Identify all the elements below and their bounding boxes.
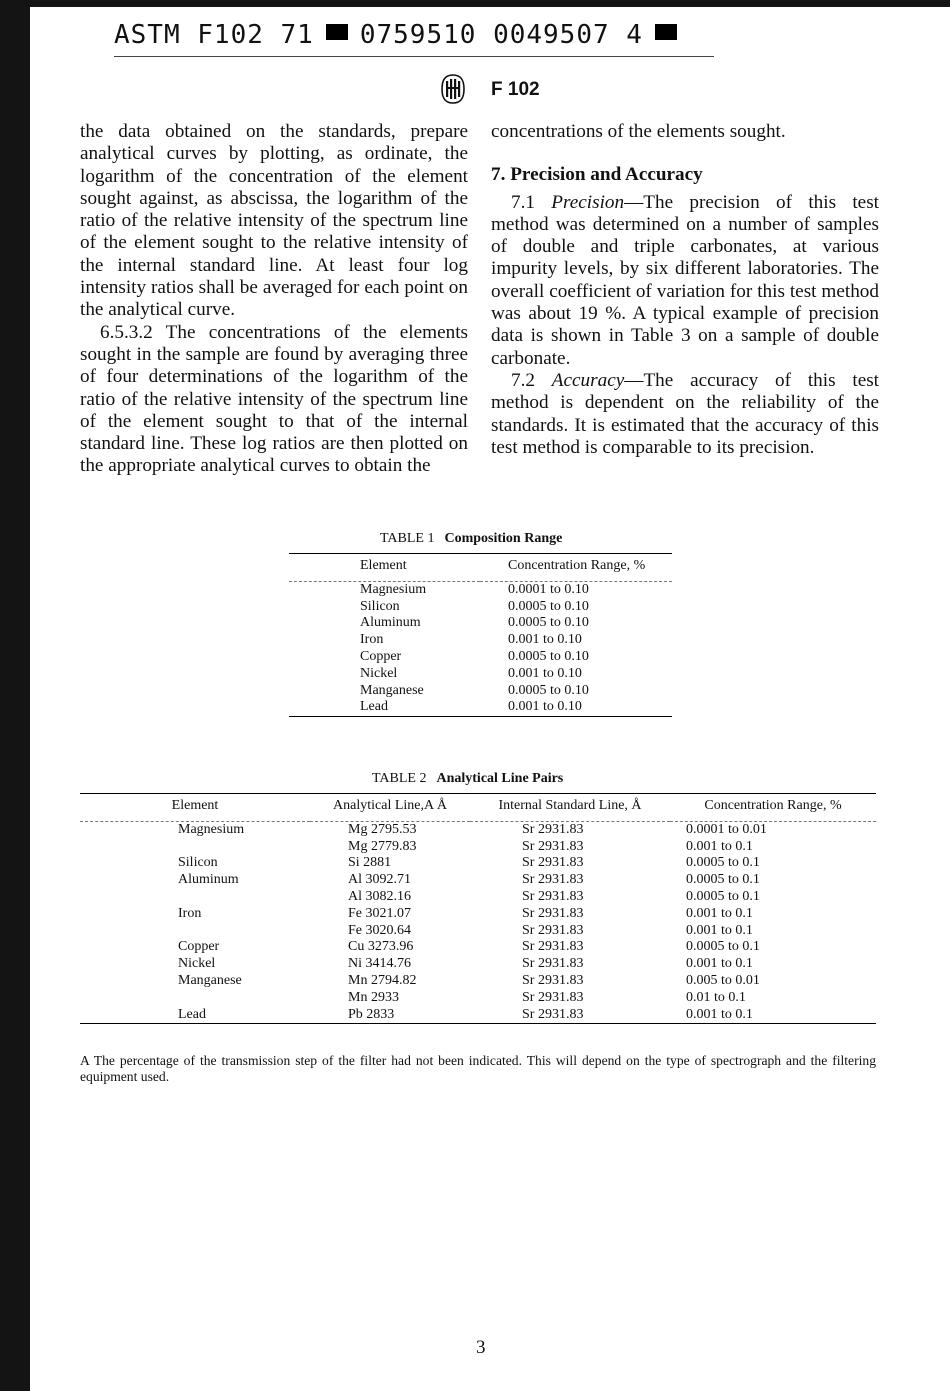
table-cell: Lead <box>360 699 388 715</box>
table-cell: 0.001 to 0.10 <box>508 632 582 648</box>
table-row <box>80 855 876 872</box>
left-column <box>80 121 468 478</box>
table-cell: Sr 2931.83 <box>522 956 584 972</box>
table1-title <box>380 531 562 547</box>
table-header-row <box>289 554 672 582</box>
precision-text: —The precision of this test method was determined on a number of samples of double and triple carbonates, at various impurity levels, by six different laboratories. The overall coefficient of variation for this test method was about 19 %. A typical example of precision data is shown in Table 3 on a sample of double carbonate. <box>491 191 879 369</box>
table-cell: Ni 3414.76 <box>348 956 411 972</box>
table-cell: Sr 2931.83 <box>522 838 584 854</box>
table-cell: Fe 3020.64 <box>348 922 411 938</box>
accuracy-term: Accuracy <box>551 369 625 391</box>
table2-caption: Analytical Line Pairs <box>436 771 564 786</box>
table2-footnote: A The percentage of the transmission step of the filter had not been indicated. This will depend on the type of spectrograph and the filtering equipment used. <box>80 1053 876 1084</box>
table-cell: 0.001 to 0.1 <box>686 905 753 921</box>
table-cell: Aluminum <box>360 615 421 631</box>
table-cell: Copper <box>360 648 402 664</box>
table-cell: Mg 2779.83 <box>348 838 417 854</box>
table-cell: Cu 3273.96 <box>348 939 414 955</box>
table-row <box>80 973 876 990</box>
table-cell: 0.0005 to 0.10 <box>508 615 589 631</box>
table-row <box>289 699 672 716</box>
table2-title <box>372 771 563 787</box>
table-cell: 0.0005 to 0.10 <box>508 648 589 664</box>
table-row <box>80 872 876 889</box>
table-row <box>80 839 876 856</box>
table-cell: Mn 2794.82 <box>348 972 417 988</box>
table-cell: Pb 2833 <box>348 1006 395 1022</box>
table-cell: Lead <box>178 1006 206 1022</box>
table-cell: 0.01 to 0.1 <box>686 989 746 1005</box>
table-cell: Sr 2931.83 <box>522 1006 584 1022</box>
table-cell: Magnesium <box>360 581 427 597</box>
table-row <box>80 889 876 906</box>
paragraph-continued-right: concentrations of the elements sought. <box>491 121 786 142</box>
table-cell: Al 3082.16 <box>348 888 411 904</box>
table-cell: Nickel <box>360 665 398 681</box>
analytical-line-pairs-table <box>80 793 876 1024</box>
table-cell: Sr 2931.83 <box>522 922 584 938</box>
designation: F 102 <box>491 79 540 100</box>
table-cell: 0.0001 to 0.01 <box>686 821 767 837</box>
table-cell: 0.005 to 0.01 <box>686 972 760 988</box>
table-cell: Sr 2931.83 <box>522 821 584 837</box>
running-header <box>114 20 714 57</box>
table-cell: Mg 2795.53 <box>348 821 417 837</box>
table-cell: Sr 2931.83 <box>522 855 584 871</box>
table-row <box>80 906 876 923</box>
table-cell: 0.001 to 0.10 <box>508 665 582 681</box>
accuracy-number: 7.2 <box>511 369 535 391</box>
standard-code: ASTM F102 71 <box>114 20 314 50</box>
table-cell: Sr 2931.83 <box>522 888 584 904</box>
table-cell: Sr 2931.83 <box>522 872 584 888</box>
column-header-concentration: Concentration Range, % <box>670 794 876 822</box>
column-header-element: Element <box>80 794 310 822</box>
table-cell: Sr 2931.83 <box>522 939 584 955</box>
table-cell: Mn 2933 <box>348 989 399 1005</box>
precision-number: 7.1 <box>511 191 535 213</box>
table-cell: 0.0005 to 0.1 <box>686 888 760 904</box>
astm-logo-icon <box>441 74 465 104</box>
table-cell: 0.0001 to 0.10 <box>508 581 589 597</box>
table-cell: Fe 3021.07 <box>348 905 411 921</box>
table-row <box>289 581 672 598</box>
table-cell <box>80 990 310 1007</box>
table-cell: Silicon <box>360 598 400 614</box>
table-cell: Silicon <box>178 855 218 871</box>
accuracy-text: —The accuracy of this test method is dependent on the reliability of the standards. It is estimated that the accuracy of this test method is comparable to its precision. <box>491 369 880 458</box>
table-row <box>289 666 672 683</box>
table-cell: Si 2881 <box>348 855 392 871</box>
column-header-concentration: Concentration Range, % <box>480 554 672 582</box>
table-cell: Manganese <box>178 972 242 988</box>
table1-label: TABLE 1 <box>380 531 435 546</box>
table-cell: 0.001 to 0.1 <box>686 1006 753 1022</box>
table-cell: Al 3092.71 <box>348 872 411 888</box>
column-header-internal-standard: Internal Standard Line, Å <box>470 794 670 822</box>
table-row <box>289 632 672 649</box>
table-cell: Iron <box>178 905 202 921</box>
precision-term: Precision <box>551 191 625 213</box>
column-header-analytical-line: Analytical Line,A Å <box>310 794 470 822</box>
table-row <box>80 956 876 973</box>
paragraph-6-5-3-2: 6.5.3.2 The concentrations of the elements sought in the sample are found by averaging three of four determinations of the logarithm of the ratio of the relative intensity of the spectrum line of the element sought to that of the internal standard line. These log ratios are then plotted on the appropriate analytical curves to obtain the <box>80 321 468 477</box>
table-row <box>80 1007 876 1024</box>
scan-edge-left <box>0 0 30 1391</box>
table-header-row <box>80 794 876 822</box>
table-cell: Magnesium <box>178 821 245 837</box>
column-header-element: Element <box>289 554 480 582</box>
table-cell <box>80 923 310 940</box>
table-cell <box>80 889 310 906</box>
table-cell: Sr 2931.83 <box>522 905 584 921</box>
paragraph-precision <box>491 192 879 370</box>
table-cell: Iron <box>360 632 384 648</box>
table-row <box>289 683 672 700</box>
table-cell: 0.001 to 0.1 <box>686 956 753 972</box>
table2-label: TABLE 2 <box>372 771 427 786</box>
paragraph-accuracy <box>491 370 879 459</box>
right-column <box>491 121 879 459</box>
paragraph-continued: the data obtained on the standards, prepare analytical curves by plotting, as ordinate, the logarithm of the concentration of the element sought against, as abscissa, the logarithm of the ratio of the relative intensity of the spectrum line of the element sought to the relative intensity of the internal standard line. At least four log intensity ratios shall be averaged for each point on the analytical curve. <box>80 121 468 321</box>
black-block-marker <box>655 24 677 40</box>
composition-range-table <box>289 553 672 717</box>
page-number: 3 <box>476 1337 486 1358</box>
table-cell: Manganese <box>360 682 424 698</box>
table-cell: 0.0005 to 0.10 <box>508 682 589 698</box>
table-cell: Sr 2931.83 <box>522 972 584 988</box>
table-cell: 0.001 to 0.1 <box>686 838 753 854</box>
table-cell: 0.0005 to 0.10 <box>508 598 589 614</box>
table-cell: 0.0005 to 0.1 <box>686 872 760 888</box>
table-row <box>289 649 672 666</box>
table-cell: 0.001 to 0.1 <box>686 922 753 938</box>
table-cell: Nickel <box>178 956 216 972</box>
table-cell: 0.0005 to 0.1 <box>686 939 760 955</box>
table-cell: 0.0005 to 0.1 <box>686 855 760 871</box>
table-cell: 0.001 to 0.10 <box>508 699 582 715</box>
table-row <box>80 990 876 1007</box>
table-cell <box>80 839 310 856</box>
table-row <box>289 599 672 616</box>
table1-caption: Composition Range <box>444 531 563 546</box>
section-heading-precision-accuracy: 7. Precision and Accuracy <box>491 164 703 186</box>
table-row <box>289 615 672 632</box>
table-cell: Aluminum <box>178 872 239 888</box>
black-block-marker <box>326 24 348 40</box>
doc-codes: 0759510 0049507 4 <box>359 20 643 50</box>
table-cell: Sr 2931.83 <box>522 989 584 1005</box>
table-row <box>80 923 876 940</box>
scan-edge-top <box>0 0 950 7</box>
table-row <box>80 821 876 838</box>
table-cell: Copper <box>178 939 220 955</box>
table-row <box>80 939 876 956</box>
